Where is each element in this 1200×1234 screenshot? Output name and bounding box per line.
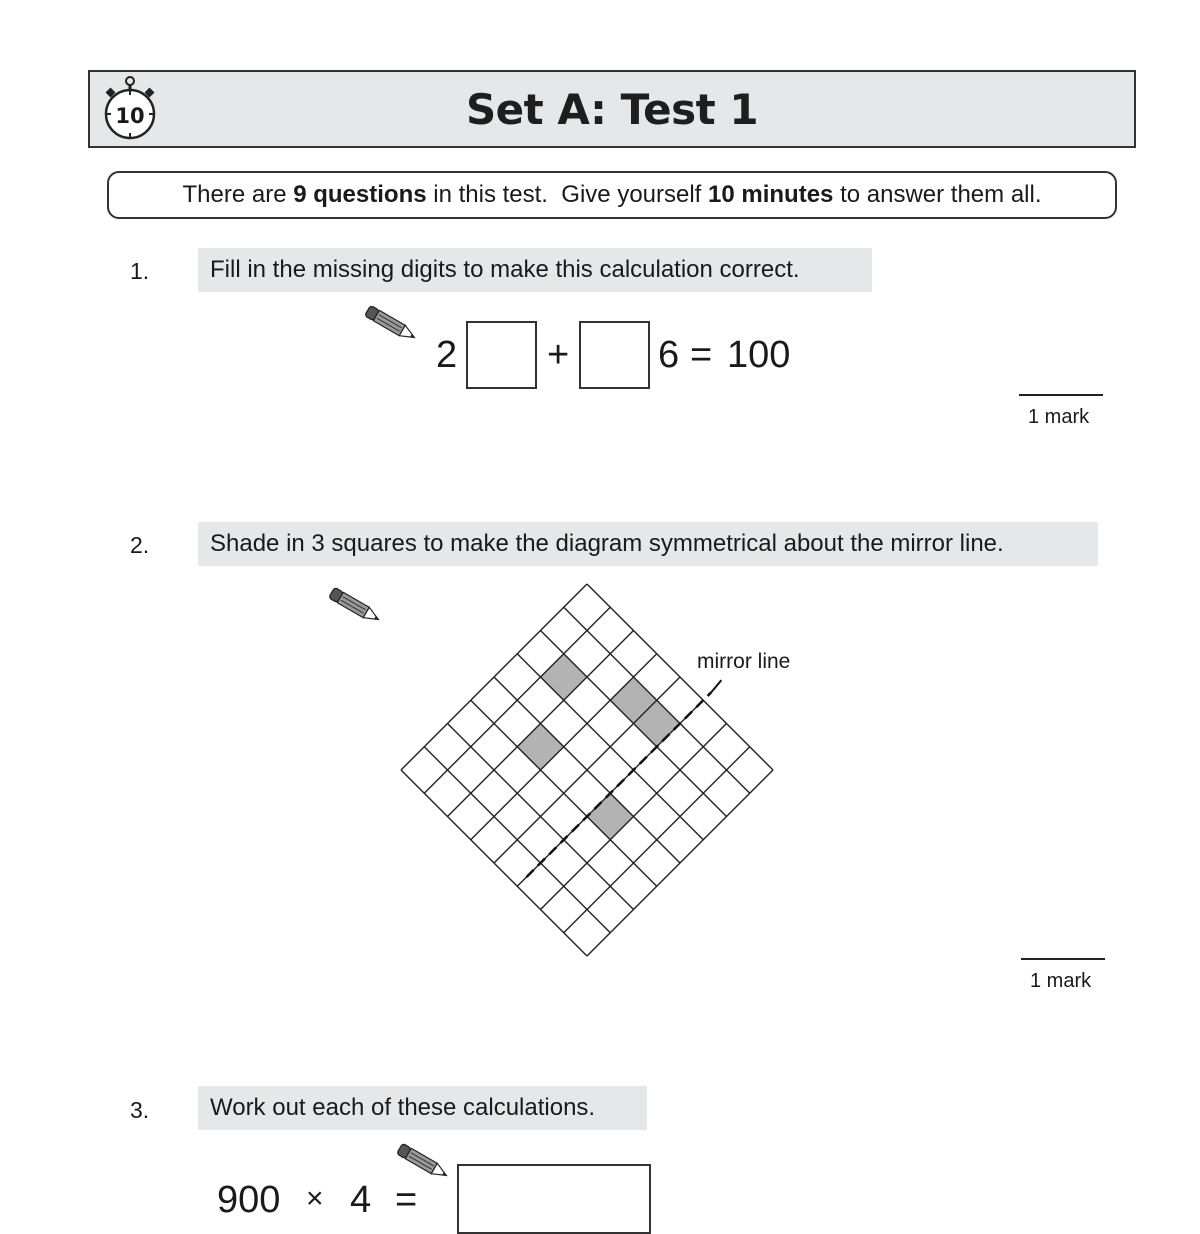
missing-digit-box-2[interactable] [579, 321, 650, 389]
calc-equals: = [690, 334, 713, 376]
calc-times: × [306, 1182, 324, 1215]
intro-text: to answer them all. [833, 181, 1042, 208]
mark-label: 1 mark [1030, 970, 1092, 992]
symmetry-grid[interactable] [380, 570, 800, 970]
question-prompt: Work out each of these calculations. [198, 1086, 647, 1130]
question-prompt: Fill in the missing digits to make this calculation correct. [198, 248, 872, 292]
calc-plus: + [547, 334, 570, 376]
page-title: Set A: Test 1 [465, 84, 759, 134]
mirror-line-label: mirror line [697, 650, 791, 673]
pencil-icon [392, 1142, 454, 1182]
calc-digit: 6 [658, 334, 680, 376]
mark-line [1021, 958, 1105, 960]
answer-box[interactable] [457, 1164, 651, 1234]
question-number: 1. [130, 258, 150, 284]
calc-number: 900 [217, 1179, 281, 1221]
question-number: 3. [130, 1097, 150, 1123]
intro-text: There are [182, 181, 294, 208]
calc-result: 100 [727, 334, 791, 376]
missing-digit-box-1[interactable] [466, 321, 537, 389]
mark-line [1019, 394, 1103, 396]
intro-text: in this test. Give yourself [426, 181, 709, 208]
mark-label: 1 mark [1028, 406, 1090, 428]
question-number: 2. [130, 532, 150, 558]
mirror-line-pointer [711, 680, 721, 692]
time-limit: 10 minutes [708, 181, 834, 208]
question-count: 9 questions [293, 181, 427, 208]
pencil-icon [324, 586, 386, 626]
instructions-box [107, 171, 1117, 219]
calc-digit: 2 [436, 334, 458, 376]
calc-equals: = [395, 1179, 418, 1221]
question-prompt: Shade in 3 squares to make the diagram symmetrical about the mirror line. [198, 522, 1098, 566]
timer-minutes: 10 [115, 104, 145, 128]
pencil-icon [360, 306, 422, 342]
calc-number: 4 [350, 1179, 372, 1221]
